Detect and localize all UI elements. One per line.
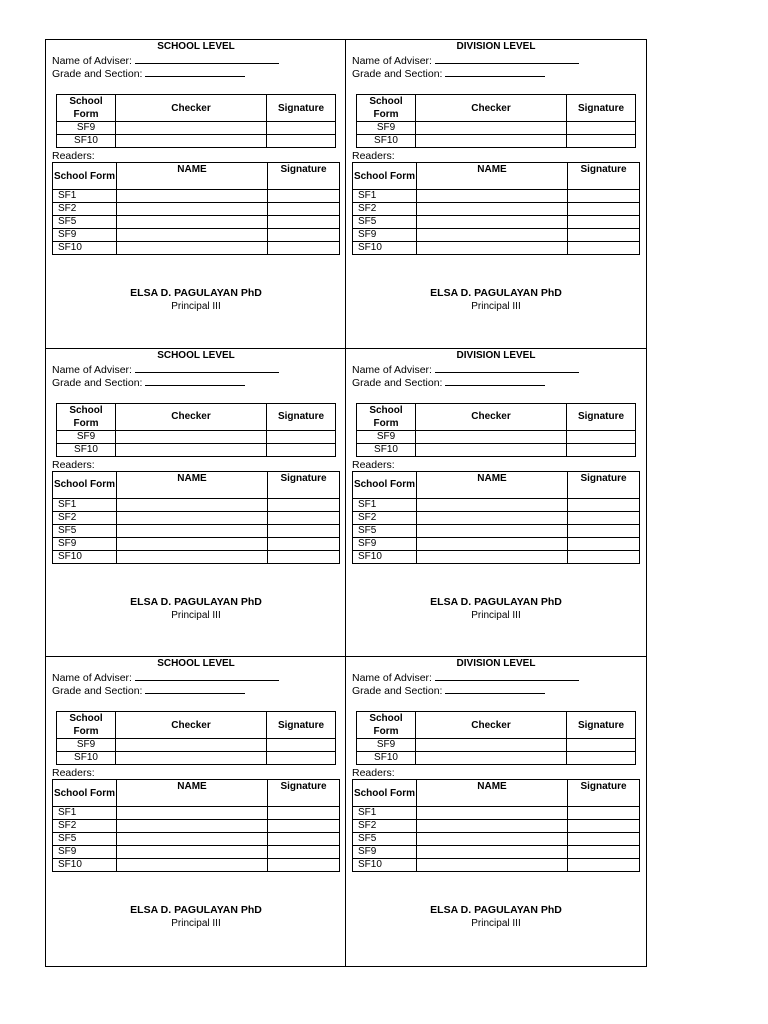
table-row: [353, 524, 640, 537]
checker-table: [356, 403, 636, 457]
table-row: [357, 122, 636, 135]
table-row: [353, 229, 640, 242]
form-code: SF9: [57, 430, 116, 443]
readers-table: [352, 471, 640, 564]
signature-header: Signature: [268, 471, 340, 498]
reader-name-cell[interactable]: [417, 498, 568, 511]
signature-cell[interactable]: [268, 859, 340, 872]
signature-cell[interactable]: [267, 135, 336, 148]
reader-name-cell[interactable]: [117, 550, 268, 563]
form-code: SF10: [57, 752, 116, 765]
signature-header: Signature: [568, 471, 640, 498]
signature-cell[interactable]: [268, 242, 340, 255]
grade-section-field[interactable]: [52, 67, 245, 80]
signature-cell[interactable]: [568, 190, 640, 203]
checker-cell[interactable]: [416, 443, 567, 456]
checker-cell[interactable]: [116, 135, 267, 148]
reader-name-cell[interactable]: [117, 524, 268, 537]
grade-section-line[interactable]: [145, 67, 245, 77]
form-code: SF1: [353, 190, 417, 203]
signature-cell[interactable]: [568, 498, 640, 511]
table-row: [53, 203, 340, 216]
readers-label: Readers:: [52, 767, 95, 780]
name-header: NAME: [117, 163, 268, 190]
signature-cell[interactable]: [268, 203, 340, 216]
readers-label: Readers:: [352, 767, 395, 780]
school-form-header: School Form: [57, 403, 116, 430]
checker-cell[interactable]: [116, 739, 267, 752]
signature-cell[interactable]: [568, 859, 640, 872]
grade-section-field[interactable]: [352, 67, 545, 80]
form-code: SF10: [53, 550, 117, 563]
readers-table: [52, 779, 340, 872]
form-code: SF5: [353, 524, 417, 537]
signature-cell[interactable]: [267, 752, 336, 765]
grade-section-field[interactable]: [52, 376, 245, 389]
signature-header: Signature: [567, 95, 636, 122]
readers-label: Readers:: [52, 458, 95, 471]
reader-name-cell[interactable]: [417, 203, 568, 216]
name-header: NAME: [117, 471, 268, 498]
form-code: SF10: [353, 242, 417, 255]
form-card-3: [46, 349, 346, 658]
signature-cell[interactable]: [567, 122, 636, 135]
table-row: [357, 135, 636, 148]
reader-name-cell[interactable]: [117, 846, 268, 859]
adviser-field[interactable]: [352, 671, 579, 684]
form-code: SF2: [53, 203, 117, 216]
form-code: SF5: [53, 833, 117, 846]
signature-cell[interactable]: [268, 846, 340, 859]
checker-header: Checker: [116, 712, 267, 739]
checker-cell[interactable]: [416, 752, 567, 765]
reader-name-cell[interactable]: [117, 190, 268, 203]
reader-name-cell[interactable]: [117, 807, 268, 820]
signature-header: Signature: [267, 403, 336, 430]
table-row: [353, 833, 640, 846]
signature-cell[interactable]: [568, 216, 640, 229]
reader-name-cell[interactable]: [117, 203, 268, 216]
reader-name-cell[interactable]: [117, 229, 268, 242]
signatory-name: ELSA D. PAGULAYAN PhD: [430, 904, 562, 917]
adviser-label: Name of Adviser:: [352, 363, 432, 376]
signature-cell[interactable]: [568, 537, 640, 550]
form-code: SF10: [357, 443, 416, 456]
reader-name-cell[interactable]: [417, 833, 568, 846]
signature-cell[interactable]: [267, 443, 336, 456]
table-row: [53, 820, 340, 833]
school-form-header: School Form: [53, 471, 117, 498]
table-row: [353, 242, 640, 255]
checker-cell[interactable]: [116, 443, 267, 456]
level-heading: SCHOOL LEVEL: [157, 41, 235, 52]
reader-name-cell[interactable]: [417, 190, 568, 203]
signatory-title: Principal III: [471, 301, 521, 312]
form-card-2: [346, 40, 646, 349]
table-row: [353, 820, 640, 833]
checker-header: Checker: [116, 403, 267, 430]
reader-name-cell[interactable]: [117, 820, 268, 833]
form-code: SF2: [53, 511, 117, 524]
reader-name-cell[interactable]: [117, 242, 268, 255]
checker-cell[interactable]: [416, 122, 567, 135]
grade-section-field[interactable]: [352, 684, 545, 697]
adviser-line[interactable]: [135, 363, 279, 373]
adviser-field[interactable]: [52, 54, 279, 67]
readers-label: Readers:: [352, 150, 395, 162]
readers-table: [52, 471, 340, 564]
reader-name-cell[interactable]: [417, 859, 568, 872]
table-row: [353, 846, 640, 859]
adviser-line[interactable]: [435, 363, 579, 373]
signature-cell[interactable]: [268, 820, 340, 833]
form-code: SF9: [357, 430, 416, 443]
table-row: [53, 859, 340, 872]
school-form-header: School Form: [353, 780, 417, 807]
signature-cell[interactable]: [268, 833, 340, 846]
readers-label: Readers:: [352, 458, 395, 471]
form-code: SF9: [353, 537, 417, 550]
checker-header: Checker: [116, 95, 267, 122]
adviser-field[interactable]: [52, 671, 279, 684]
table-row: [57, 122, 336, 135]
signature-cell[interactable]: [268, 524, 340, 537]
signature-cell[interactable]: [268, 216, 340, 229]
grade-section-line[interactable]: [445, 376, 545, 386]
level-heading: SCHOOL LEVEL: [157, 658, 235, 670]
form-code: SF2: [353, 820, 417, 833]
level-heading: DIVISION LEVEL: [456, 41, 536, 52]
signature-cell[interactable]: [568, 820, 640, 833]
form-code: SF9: [353, 846, 417, 859]
signature-cell[interactable]: [568, 833, 640, 846]
signature-cell[interactable]: [568, 229, 640, 242]
grade-section-line[interactable]: [145, 376, 245, 386]
reader-name-cell[interactable]: [417, 846, 568, 859]
name-header: NAME: [417, 471, 568, 498]
checker-header: Checker: [416, 712, 567, 739]
grade-section-field[interactable]: [52, 684, 245, 697]
checker-table: [56, 711, 336, 765]
signatory-title: Principal III: [471, 918, 521, 930]
signature-cell[interactable]: [567, 739, 636, 752]
reader-name-cell[interactable]: [117, 216, 268, 229]
form-code: SF10: [53, 859, 117, 872]
signature-cell[interactable]: [567, 443, 636, 456]
signature-cell[interactable]: [268, 511, 340, 524]
table-row: [353, 216, 640, 229]
signature-cell[interactable]: [568, 511, 640, 524]
school-form-header: School Form: [357, 403, 416, 430]
checker-table: [56, 94, 336, 148]
signature-cell[interactable]: [568, 524, 640, 537]
checker-cell[interactable]: [116, 430, 267, 443]
checker-header: Checker: [416, 403, 567, 430]
grade-section-field[interactable]: [352, 376, 545, 389]
table-row: [53, 190, 340, 203]
adviser-label: Name of Adviser:: [352, 672, 432, 685]
school-form-header: School Form: [357, 95, 416, 122]
name-header: NAME: [417, 163, 568, 190]
table-row: [353, 498, 640, 511]
form-code: SF1: [53, 807, 117, 820]
reader-name-cell[interactable]: [417, 242, 568, 255]
form-code: SF9: [57, 122, 116, 135]
reader-name-cell[interactable]: [417, 511, 568, 524]
form-code: SF10: [353, 550, 417, 563]
signature-header: Signature: [568, 780, 640, 807]
school-form-header: School Form: [57, 95, 116, 122]
form-code: SF1: [353, 498, 417, 511]
adviser-label: Name of Adviser:: [52, 55, 132, 67]
table-row: [353, 537, 640, 550]
table-row: [353, 807, 640, 820]
form-code: SF9: [57, 739, 116, 752]
form-code: SF10: [357, 752, 416, 765]
signatory-title: Principal III: [171, 301, 221, 312]
signature-cell[interactable]: [268, 190, 340, 203]
table-row: [57, 135, 336, 148]
grade-section-label: Grade and Section:: [352, 376, 443, 389]
school-form-header: School Form: [353, 163, 417, 190]
signature-cell[interactable]: [568, 846, 640, 859]
form-code: SF2: [353, 203, 417, 216]
table-row: [357, 752, 636, 765]
form-code: SF10: [357, 135, 416, 148]
checker-cell[interactable]: [116, 752, 267, 765]
grade-section-line[interactable]: [445, 684, 545, 694]
form-code: SF9: [53, 229, 117, 242]
form-code: SF5: [353, 216, 417, 229]
adviser-line[interactable]: [135, 671, 279, 681]
signature-cell[interactable]: [268, 498, 340, 511]
form-code: SF9: [357, 122, 416, 135]
table-row: [357, 443, 636, 456]
checker-cell[interactable]: [116, 122, 267, 135]
school-form-header: School Form: [357, 712, 416, 739]
form-code: SF1: [53, 498, 117, 511]
signature-header: Signature: [568, 163, 640, 190]
signature-cell[interactable]: [268, 229, 340, 242]
signature-header: Signature: [267, 95, 336, 122]
table-row: [353, 550, 640, 563]
table-row: [53, 511, 340, 524]
table-row: [53, 846, 340, 859]
signature-cell[interactable]: [568, 203, 640, 216]
signature-cell[interactable]: [268, 807, 340, 820]
level-heading: DIVISION LEVEL: [456, 658, 536, 670]
form-code: SF5: [53, 216, 117, 229]
table-row: [53, 537, 340, 550]
signature-header: Signature: [268, 780, 340, 807]
table-row: [53, 216, 340, 229]
adviser-label: Name of Adviser:: [52, 672, 132, 685]
grade-section-label: Grade and Section:: [352, 68, 443, 80]
adviser-line[interactable]: [435, 54, 579, 64]
reader-name-cell[interactable]: [117, 498, 268, 511]
adviser-label: Name of Adviser:: [352, 55, 432, 67]
signature-cell[interactable]: [567, 752, 636, 765]
signatory-title: Principal III: [171, 918, 221, 930]
checker-cell[interactable]: [416, 430, 567, 443]
adviser-line[interactable]: [135, 54, 279, 64]
form-code: SF10: [57, 135, 116, 148]
table-row: [353, 203, 640, 216]
school-form-header: School Form: [57, 712, 116, 739]
signature-cell[interactable]: [567, 135, 636, 148]
adviser-label: Name of Adviser:: [52, 363, 132, 376]
checker-table: [56, 403, 336, 457]
signature-cell[interactable]: [268, 550, 340, 563]
checker-cell[interactable]: [416, 135, 567, 148]
table-row: [53, 833, 340, 846]
form-code: SF9: [53, 537, 117, 550]
signature-header: Signature: [567, 403, 636, 430]
reader-name-cell[interactable]: [417, 550, 568, 563]
signature-cell[interactable]: [568, 807, 640, 820]
form-code: SF10: [353, 859, 417, 872]
table-row: [357, 739, 636, 752]
signature-cell[interactable]: [267, 122, 336, 135]
adviser-field[interactable]: [352, 54, 579, 67]
checker-table: [356, 711, 636, 765]
form-code: SF5: [353, 833, 417, 846]
level-heading: DIVISION LEVEL: [456, 349, 536, 361]
signatory-title: Principal III: [471, 609, 521, 621]
table-row: [57, 443, 336, 456]
reader-name-cell[interactable]: [117, 833, 268, 846]
form-code: SF10: [53, 242, 117, 255]
form-code: SF9: [357, 739, 416, 752]
reader-name-cell[interactable]: [417, 216, 568, 229]
form-sheet: [45, 39, 647, 967]
reader-name-cell[interactable]: [417, 807, 568, 820]
table-row: [53, 524, 340, 537]
level-heading: SCHOOL LEVEL: [157, 349, 235, 361]
form-code: SF5: [53, 524, 117, 537]
readers-table: [352, 779, 640, 872]
reader-name-cell[interactable]: [417, 229, 568, 242]
table-row: [53, 229, 340, 242]
signature-cell[interactable]: [268, 537, 340, 550]
grade-section-label: Grade and Section:: [52, 68, 143, 80]
table-row: [353, 190, 640, 203]
reader-name-cell[interactable]: [117, 859, 268, 872]
table-row: [57, 430, 336, 443]
form-code: SF9: [353, 229, 417, 242]
reader-name-cell[interactable]: [417, 524, 568, 537]
table-row: [53, 498, 340, 511]
reader-name-cell[interactable]: [417, 537, 568, 550]
signature-cell[interactable]: [567, 430, 636, 443]
table-row: [57, 739, 336, 752]
table-row: [57, 752, 336, 765]
checker-cell[interactable]: [416, 739, 567, 752]
signature-header: Signature: [268, 163, 340, 190]
table-row: [53, 550, 340, 563]
signatory-name: ELSA D. PAGULAYAN PhD: [130, 595, 262, 608]
grade-section-label: Grade and Section:: [52, 685, 143, 698]
readers-label: Readers:: [52, 150, 95, 162]
signature-cell[interactable]: [267, 430, 336, 443]
signature-cell[interactable]: [568, 550, 640, 563]
signatory-name: ELSA D. PAGULAYAN PhD: [130, 904, 262, 917]
form-card-6: [346, 657, 646, 966]
school-form-header: School Form: [53, 163, 117, 190]
signatory-title: Principal III: [171, 609, 221, 621]
signature-cell[interactable]: [267, 739, 336, 752]
signatory-name: ELSA D. PAGULAYAN PhD: [430, 287, 562, 299]
adviser-field[interactable]: [52, 363, 279, 376]
form-code: SF10: [57, 443, 116, 456]
signature-header: Signature: [267, 712, 336, 739]
table-row: [353, 859, 640, 872]
school-form-header: School Form: [53, 780, 117, 807]
table-row: [53, 807, 340, 820]
signature-header: Signature: [567, 712, 636, 739]
adviser-line[interactable]: [435, 671, 579, 681]
form-card-4: [346, 349, 646, 658]
readers-table: [352, 162, 640, 255]
checker-header: Checker: [416, 95, 567, 122]
signatory-name: ELSA D. PAGULAYAN PhD: [130, 287, 262, 299]
grade-section-line[interactable]: [145, 684, 245, 694]
grade-section-label: Grade and Section:: [352, 685, 443, 698]
form-code: SF2: [353, 511, 417, 524]
grade-section-label: Grade and Section:: [52, 376, 143, 389]
adviser-field[interactable]: [352, 363, 579, 376]
signatory-name: ELSA D. PAGULAYAN PhD: [430, 595, 562, 608]
reader-name-cell[interactable]: [117, 537, 268, 550]
form-card-5: [46, 657, 346, 966]
name-header: NAME: [417, 780, 568, 807]
form-card-1: [46, 40, 346, 349]
table-row: [357, 430, 636, 443]
form-code: SF9: [53, 846, 117, 859]
signature-cell[interactable]: [568, 242, 640, 255]
reader-name-cell[interactable]: [417, 820, 568, 833]
form-code: SF1: [353, 807, 417, 820]
readers-table: [52, 162, 340, 255]
form-code: SF1: [53, 190, 117, 203]
checker-table: [356, 94, 636, 148]
school-form-header: School Form: [353, 471, 417, 498]
grade-section-line[interactable]: [445, 67, 545, 77]
reader-name-cell[interactable]: [117, 511, 268, 524]
form-code: SF2: [53, 820, 117, 833]
table-row: [53, 242, 340, 255]
table-row: [353, 511, 640, 524]
name-header: NAME: [117, 780, 268, 807]
